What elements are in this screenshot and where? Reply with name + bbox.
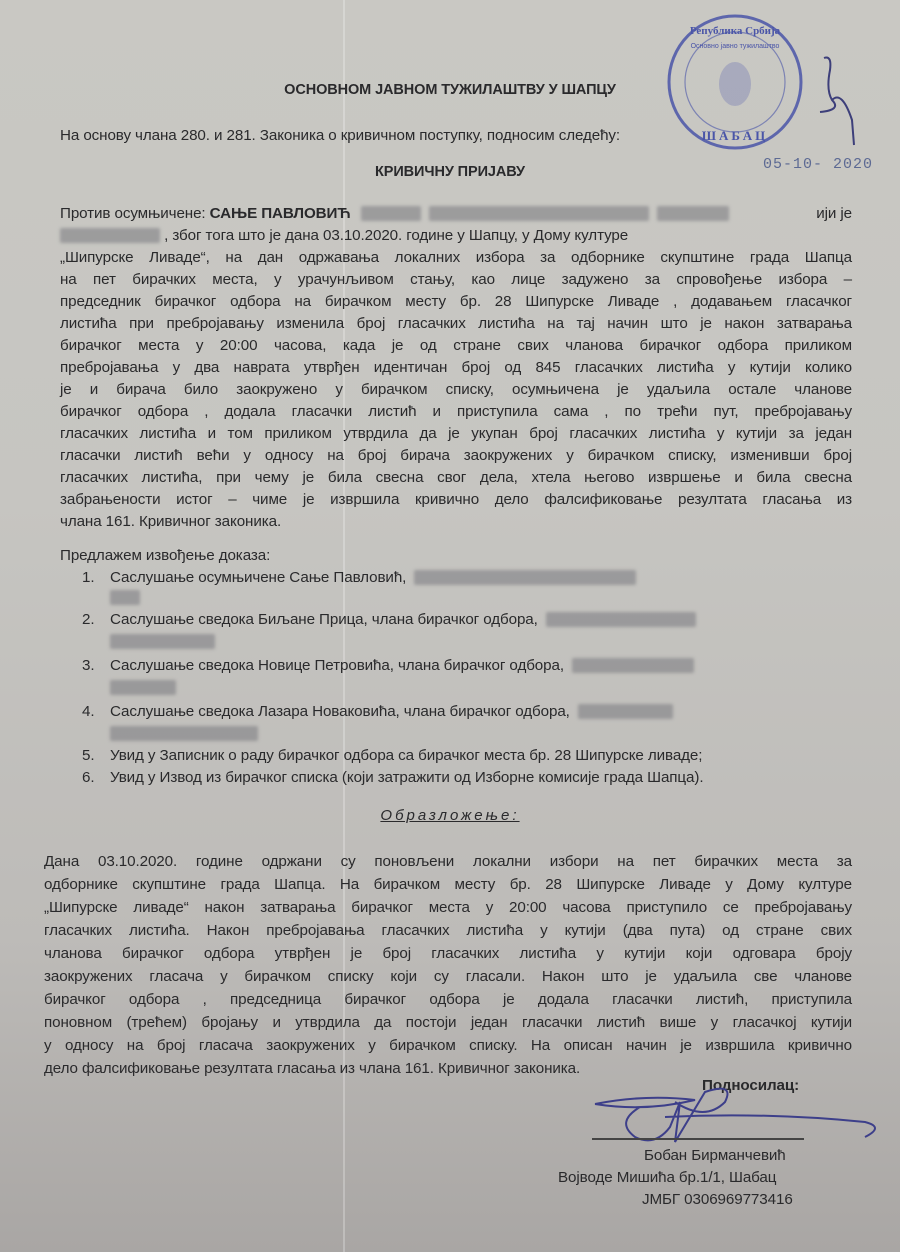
reasoning-heading: Образложење: — [380, 807, 520, 824]
redacted-text — [60, 228, 160, 243]
reasoning-line: гласачких листића. Након пребројавања гласачких листића у кутији (два пута) од стране свих — [44, 922, 852, 939]
complaint-line: је и бирача било заокружено у бирачком списку, осумњичена је удаљила остале чланове — [60, 381, 852, 398]
complaint-line: бирачког места у 20:00 часова, када је од стране свих чланова бирачког одбора приликом — [60, 337, 852, 354]
evidence-item — [82, 568, 636, 588]
list-number: 2. — [82, 611, 95, 628]
redacted-text — [414, 570, 636, 585]
evidence-item — [82, 610, 696, 630]
addressee: ОСНОВНОМ ЈАВНОМ ТУЖИЛАШТВУ У ШАПЦУ — [284, 82, 616, 98]
evidence-text: Увид у Извод из бирачког списка (који затражити од Изборне комисије града Шапца). — [110, 769, 704, 786]
evidence-heading: Предлажем извођење доказа: — [60, 547, 271, 564]
redacted-text — [110, 590, 140, 605]
stamp-initials-icon — [812, 50, 872, 150]
stamp-city: ШАБАЦ — [701, 128, 769, 143]
signature-icon — [585, 1082, 885, 1152]
intro-text: На основу члана 280. и 281. Законика о кривичном поступку, подносим следећу: — [60, 127, 621, 144]
document-title: КРИВИЧНУ ПРИЈАВУ — [375, 164, 525, 180]
complaint-line: гласачки листић већи у односу на број бирача заокружених у бирачком списку, изменивши број — [60, 447, 852, 464]
evidence-item — [82, 702, 673, 722]
redacted-text — [429, 206, 649, 221]
redacted-text — [110, 680, 176, 695]
complaint-line: пребројавања у два наврата утврђен идентичан број од 845 гласачких листића у кутији колико — [60, 359, 852, 376]
signatory-id: ЈМБГ 0306969773416 — [642, 1191, 793, 1208]
complaint-line: листића при пребројавању изменила број гласачких листића на тај начин што је након затварања — [60, 315, 852, 332]
reasoning-line: одборнике скупштине града Шапца. На бирачком месту бр. 28 Шипурске Ливаде у Дому културе — [44, 876, 852, 893]
evidence-item-cont — [110, 724, 258, 744]
signature-label: Подносилац: — [702, 1077, 800, 1094]
complaint-line-text: , због тога што је дана 03.10.2020. године у Шапцу, у Дому културе — [164, 227, 629, 244]
signature-line — [592, 1138, 804, 1140]
stamp-outer-text: Република Србија — [689, 25, 781, 37]
evidence-text: Саслушање сведока Новице Петровића, члана бирачког одбора, — [110, 657, 564, 674]
list-number: 3. — [82, 657, 95, 674]
suspect-label: Против осумњичене: — [60, 205, 210, 222]
stamp-date: 05-10- 2020 — [763, 156, 874, 173]
list-number: 6. — [82, 769, 95, 786]
complaint-line: члана 161. Кривичног законика. — [60, 513, 282, 530]
complaint-line — [60, 226, 852, 246]
list-number: 5. — [82, 747, 95, 764]
evidence-text: Саслушање сведока Биљане Прица, члана бирачког одбора, — [110, 611, 538, 628]
redacted-text — [110, 726, 258, 741]
reasoning-line: заокружених гласача у бирачком списку који су гласали. Након што је удаљила све чланове — [44, 968, 852, 985]
redacted-text — [361, 206, 421, 221]
list-number: 4. — [82, 703, 95, 720]
evidence-item — [82, 656, 694, 676]
complaint-line: бирачког одбора , додала гласачки листић и приступила сама , по трећи пут, пребројавању — [60, 403, 852, 420]
complaint-line: забрањености истог – чиме је извршила кривично дело фалсификовање резултата гласања из — [60, 491, 852, 508]
complaint-line: „Шипурске Ливаде“, на дан одржавања локалних избора за одборнике скупштине града Шапца — [60, 249, 852, 266]
complaint-line — [60, 204, 852, 224]
reasoning-line: Дана 03.10.2020. године одржани су поновљени локални избори на пет бирачких места за — [44, 853, 852, 870]
redacted-text — [657, 206, 729, 221]
complaint-line-suffix: ији је — [816, 205, 852, 222]
reasoning-line: у односу на број гласача заокружених у бирачком списку. На описан начин је извршила кривично — [44, 1037, 852, 1054]
signatory-address: Војводе Мишића бр.1/1, Шабац — [558, 1169, 777, 1186]
reasoning-line: поновном (трећем) бројању и утврдила да постоји један гласачки листић више у гласачкој кутији — [44, 1014, 852, 1031]
evidence-item-cont — [110, 678, 176, 698]
evidence-item-cont — [110, 588, 140, 608]
evidence-item — [82, 768, 703, 788]
reasoning-line: дело фалсификовање резултата гласања из члана 161. Кривичног законика. — [44, 1060, 581, 1077]
redacted-text — [546, 612, 696, 627]
suspect-name: САЊЕ ПАВЛОВИЋ — [209, 205, 351, 222]
evidence-text: Саслушање осумњичене Сање Павловић, — [110, 569, 407, 586]
list-number: 1. — [82, 569, 95, 586]
evidence-text: Увид у Записник о раду бирачког одбора са бирачког места бр. 28 Шипурске ливаде; — [110, 747, 703, 764]
reasoning-line: бирачког одбора , председница бирачког одбора је додала гласачки листић, приступила — [44, 991, 852, 1008]
reasoning-line: чланова бирачког одбора утврђен је број гласачких листића у кутији који одговара броју — [44, 945, 852, 962]
redacted-text — [572, 658, 694, 673]
reasoning-line: „Шипурске ливаде“ након затварања бирачког места у 20:00 часова приступило се пребројавању — [44, 899, 852, 916]
evidence-item-cont — [110, 632, 215, 652]
evidence-item — [82, 746, 702, 766]
complaint-line: на пет бирачких места, у урачунљивом стању, као лице задужено за спровођење избора – — [60, 271, 852, 288]
complaint-line: гласачких листића, при чему је била свесна свог дела, хтела његово извршење и била свесна — [60, 469, 852, 486]
complaint-line: гласачких листића и том приликом утврдила да је укупан број гласачких листића у кутији за један — [60, 425, 852, 442]
redacted-text — [110, 634, 215, 649]
signatory-name: Бобан Бирманчевић — [644, 1147, 786, 1164]
stamp-inner-text: Основно јавно тужилаштво — [690, 43, 780, 50]
complaint-line: председник бирачког одбора на бирачком месту бр. 28 Шипурске Ливаде , додавањем гласачког — [60, 293, 852, 310]
redacted-text — [578, 704, 673, 719]
evidence-text: Саслушање сведока Лазара Новаковића, члана бирачког одбора, — [110, 703, 570, 720]
